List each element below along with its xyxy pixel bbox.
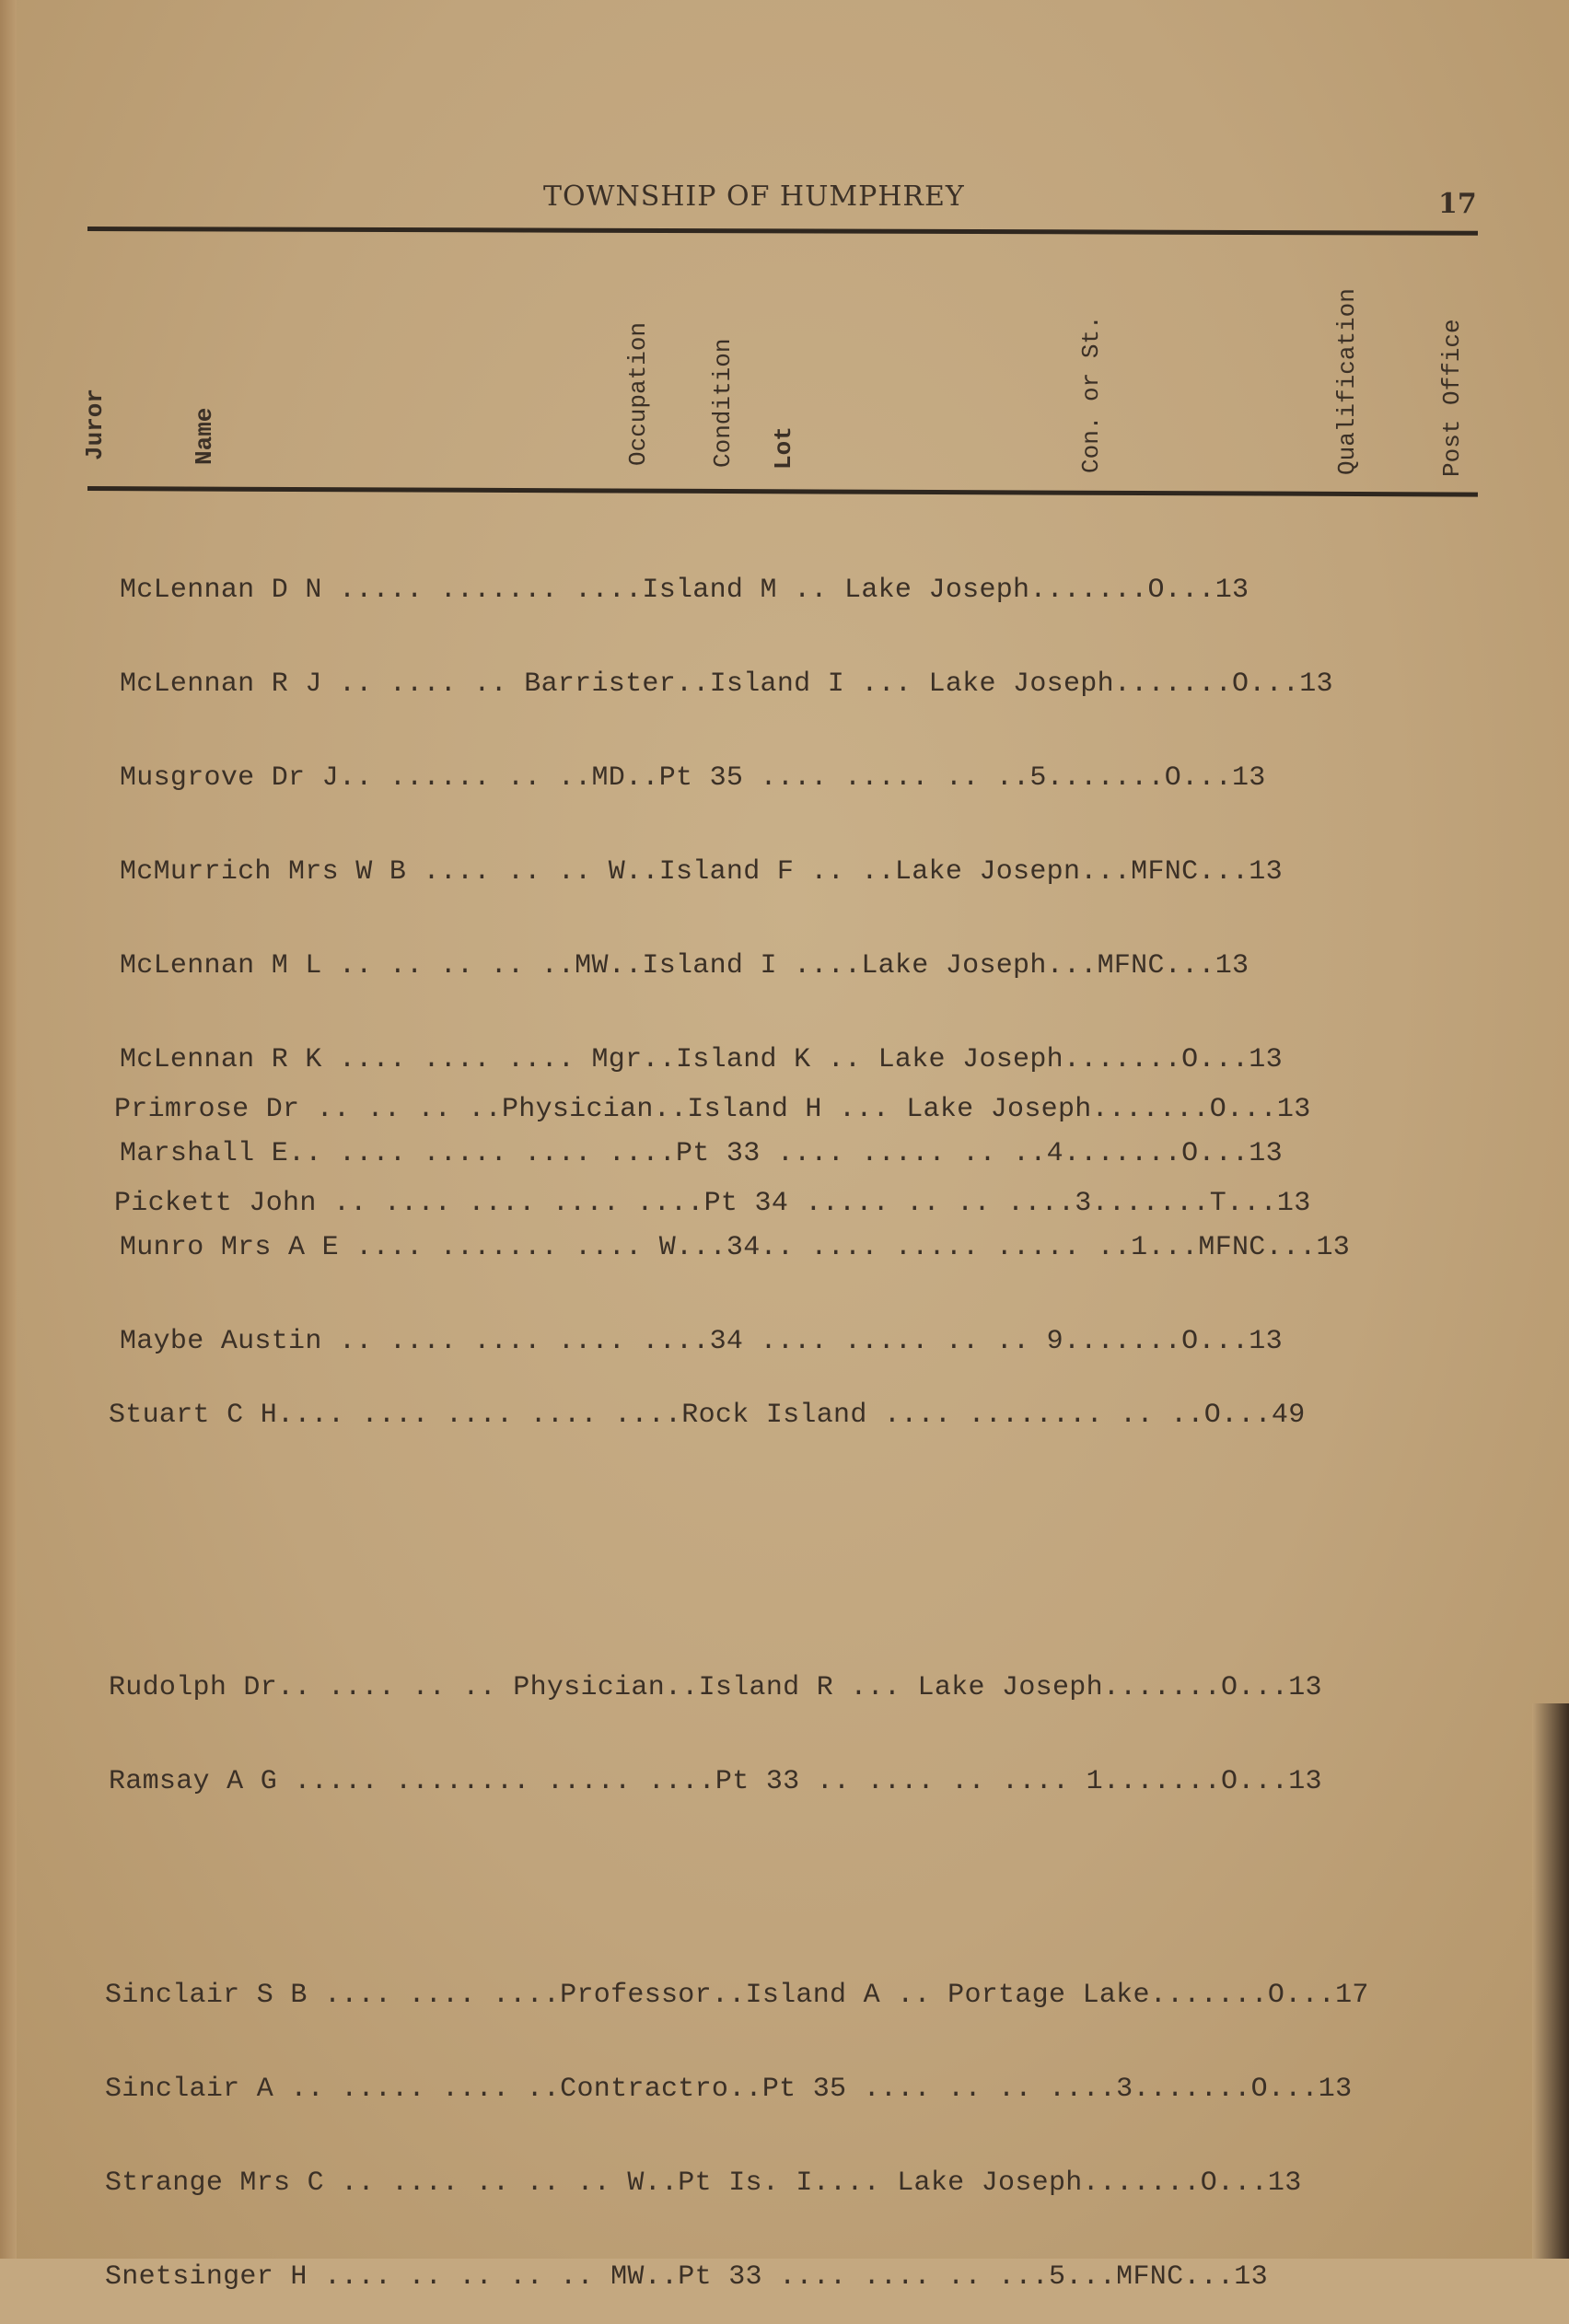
column-header-post-office: Post Office [1438,319,1466,477]
list-item: Strange Mrs C .. .... .. .. .. W..Pt Is. I.... Lake Joseph.......O...13 [105,2167,1302,2199]
list-item: Snetsinger H .... .. .. .. .. MW..Pt 33 .... .... .. ...5...MFNC...13 [105,2261,1268,2293]
page-edge-shadow [1532,1703,1569,2259]
page-number: 17 [1438,188,1477,220]
list-item: Rudolph Dr.. .... .. .. Physician..Island R ... Lake Joseph.......O...13 [109,1672,1322,1703]
list-item: McMurrich Mrs W B .... .. .. W..Island F .. ..Lake Josepn...MFNC...13 [120,856,1283,888]
list-item: McLennan D N ..... ....... ....Island M .. Lake Joseph.......O...13 [120,575,1249,606]
list-item: Musgrove Dr J.. ...... .. ..MD..Pt 35 .... ..... .. ..5.......O...13 [120,762,1266,794]
entry-group-m [120,512,1350,1389]
entry-group-r [109,1609,1322,1829]
list-item: Munro Mrs A E .... ....... .... W...34.. .... ..... ..... ..1...MFNC...13 [120,1232,1351,1263]
column-header-lot: Lot [770,426,797,470]
page-spine [0,0,18,2259]
column-header-condition: Condition [709,338,737,468]
list-item: Marshall E.. .... ..... .... ....Pt 33 .... ..... .. ..4.......O...13 [120,1138,1283,1169]
column-header-occupation: Occupation [624,321,652,466]
entry-group-s-stuart [109,1337,1306,1462]
list-item: McLennan M L .. .. .. .. ..MW..Island I ....Lake Joseph...MFNC...13 [120,950,1249,982]
list-item: Stuart C H.... .... .... .... ....Rock Island .... ........ .. ..O...49 [109,1400,1306,1431]
list-item: Sinclair A .. ..... .... ..Contractro..Pt 35 .... .. .. ....3.......O...13 [105,2074,1353,2105]
entry-group-p [114,1031,1311,1250]
list-item: Ramsay A G ..... ........ ..... ....Pt 33 .. .... .. .... 1.......O...13 [109,1766,1322,1797]
list-item: McLennan R J .. .... .. Barrister..Island I ... Lake Joseph.......O...13 [120,668,1333,700]
list-item: Primrose Dr .. .. .. ..Physician..Island H ... Lake Joseph.......O...13 [114,1094,1311,1125]
list-item: McLennan R K .... .... .... Mgr..Island K .. Lake Joseph.......O...13 [120,1044,1283,1075]
column-header-juror: Juror [81,388,109,460]
list-item: Maybe Austin .. .... .... .... ....34 .... ..... .. .. 9.......O...13 [120,1326,1283,1357]
page-title: TOWNSHIP OF HUMPHREY [543,180,965,213]
column-header-name: Name [191,407,218,465]
entry-group-s [105,1917,1369,2324]
list-item: Sinclair S B .... .... ....Professor..Island A .. Portage Lake.......O...17 [105,1980,1369,2011]
list-item: Pickett John .. .... .... .... ....Pt 34 ..... .. .. ....3.......T...13 [114,1188,1311,1219]
column-header-concession: Con. or St. [1077,315,1105,473]
column-header-qualification: Qualification [1333,288,1361,475]
